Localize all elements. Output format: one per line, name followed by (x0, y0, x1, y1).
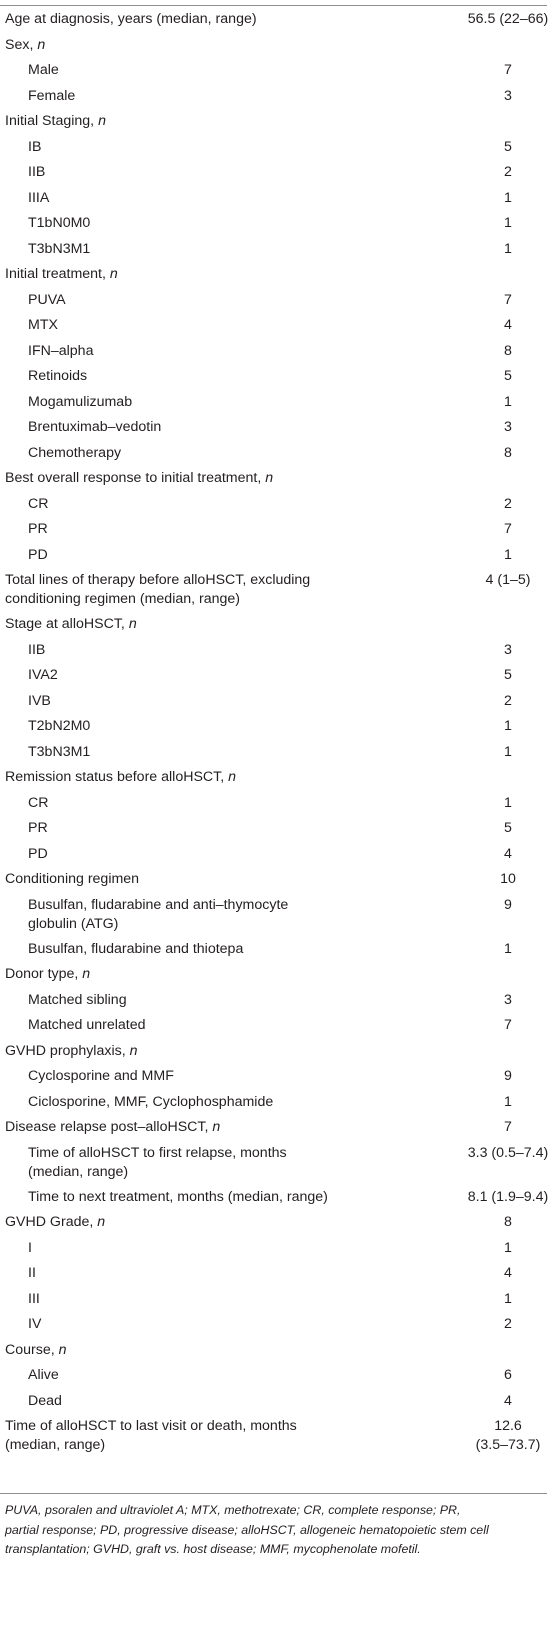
row-label (28, 666, 58, 685)
row-value-text: 1 (504, 794, 512, 811)
row-value (448, 794, 559, 813)
row-value-text: 5 (504, 667, 512, 683)
row-value-text: 8 (504, 342, 512, 359)
row-label-text: GVHD Grade, (5, 1214, 98, 1230)
row-value (448, 189, 559, 208)
row-label-n: n (129, 1042, 138, 1059)
row-value-text: 7 (504, 1017, 512, 1033)
row-label-text: Initial Staging, (5, 113, 99, 129)
row-value-text: 2 (504, 1316, 512, 1332)
row-label (28, 520, 48, 539)
row-value (448, 896, 559, 915)
row-value (448, 520, 559, 539)
row-value-text: 4 (504, 1265, 512, 1281)
row-label (28, 896, 288, 934)
row-label-text: IB (28, 138, 42, 155)
row-value-text: 7 (504, 521, 512, 537)
row-value-text: 9 (504, 1068, 512, 1084)
row-label (5, 1118, 220, 1137)
row-label-text: PD (28, 546, 48, 563)
row-label-text: Chemotherapy (28, 444, 122, 461)
row-value-text: 3.3 (0.5–7.4) (467, 1144, 549, 1161)
row-label (28, 393, 132, 412)
row-value-text: 8.1 (1.9–9.4) (467, 1188, 549, 1205)
row-value-text: 7 (504, 291, 512, 308)
row-label-text: T3bN3M1 (28, 743, 91, 760)
row-label-text: Age at diagnosis, years (median, range) (5, 11, 257, 27)
row-label (28, 1093, 273, 1112)
row-value-text: 1 (504, 215, 512, 231)
row-value-text: 1 (504, 393, 512, 410)
row-value-text: 12.6 (494, 1418, 522, 1434)
row-label (28, 819, 48, 838)
row-value (448, 1188, 559, 1207)
row-value (448, 991, 559, 1010)
row-label (28, 342, 93, 361)
row-label (28, 1290, 40, 1309)
row-value (448, 495, 559, 514)
row-value (448, 1213, 559, 1232)
row-label-text: Matched sibling (28, 991, 127, 1008)
row-label-text: Male (28, 62, 59, 78)
table-top-rule (0, 5, 547, 6)
footnote-line: partial response; PD, progressive disease; alloHSCT, allogeneic hematopoietic stem cell (5, 1522, 489, 1537)
row-label-text: T1bN0M0 (28, 215, 91, 231)
table-footnote (5, 1501, 550, 1560)
row-label (28, 61, 59, 80)
row-label-text: Dead (28, 1392, 62, 1409)
row-label-text: GVHD prophylaxis, (5, 1042, 130, 1059)
row-label (28, 1264, 36, 1283)
row-value (448, 845, 559, 864)
row-value (448, 1290, 559, 1309)
row-label-n: n (212, 1119, 221, 1135)
row-value (448, 138, 559, 157)
row-value-text: 2 (504, 164, 512, 180)
row-label-text: Busulfan, fludarabine and thiotepa (28, 940, 244, 957)
row-value (448, 316, 559, 335)
row-value-text: 4 (1–5) (485, 572, 531, 588)
row-label-text: I (28, 1239, 32, 1256)
row-value-text: 10 (500, 871, 516, 887)
row-value-text: 1 (504, 743, 512, 760)
row-label (28, 495, 49, 514)
row-value (448, 418, 559, 437)
row-label-n: n (128, 616, 137, 632)
row-label-text-continued: globulin (ATG) (28, 915, 119, 932)
row-value (448, 393, 559, 412)
footnote-line: transplantation; GVHD, graft vs. host disease; MMF, mycophenolate mofetil. (5, 1542, 421, 1556)
row-value (448, 870, 559, 889)
row-label-text: IVA2 (28, 667, 58, 683)
row-value (448, 1417, 559, 1455)
row-label-text: Busulfan, fludarabine and anti–thymocyte (28, 896, 289, 913)
row-value (448, 163, 559, 182)
row-label-text: Best overall response to initial treatment, (5, 470, 266, 486)
row-label-text: Donor type, (5, 966, 83, 982)
row-label-text: III (28, 1290, 40, 1307)
row-label (28, 845, 48, 864)
row-value-text: 7 (504, 1119, 512, 1135)
row-label-text: Sex, (5, 36, 38, 53)
row-value-text: 3 (504, 991, 512, 1008)
row-label (28, 940, 243, 959)
row-value-text: 7 (504, 62, 512, 78)
row-label-text: Retinoids (28, 368, 88, 384)
row-value (448, 819, 559, 838)
row-label-text: Alive (28, 1367, 59, 1383)
table-bottom-rule (0, 1493, 547, 1494)
row-value (448, 367, 559, 386)
row-value (448, 940, 559, 959)
row-value (448, 1264, 559, 1283)
row-label-text: Matched unrelated (28, 1017, 146, 1033)
row-value (448, 1016, 559, 1035)
row-label (28, 189, 49, 208)
row-label-text: CR (28, 794, 49, 811)
row-value (448, 1067, 559, 1086)
row-label (28, 794, 49, 813)
row-label-text: Cyclosporine and MMF (28, 1068, 174, 1084)
row-value (448, 1093, 559, 1112)
row-value (448, 444, 559, 463)
row-label-text: Disease relapse post–alloHSCT, (5, 1119, 213, 1135)
row-value (448, 743, 559, 762)
row-label (5, 36, 45, 55)
row-value (448, 342, 559, 361)
row-value (448, 1315, 559, 1334)
row-label-text: CR (28, 495, 49, 512)
row-value-text: 1 (504, 1290, 512, 1307)
row-label (28, 291, 66, 310)
row-value-text: 2 (504, 495, 512, 512)
row-value (448, 61, 559, 80)
row-value-text: 1 (504, 240, 512, 257)
row-label (28, 1315, 41, 1334)
row-label-text: IIB (28, 641, 46, 658)
row-value (448, 641, 559, 660)
row-label-text: PD (28, 845, 48, 862)
row-label (5, 10, 257, 29)
row-label-text: IV (28, 1316, 42, 1332)
row-value-text: 2 (504, 692, 512, 709)
row-value-text: 1 (504, 546, 512, 563)
row-label (28, 214, 90, 233)
row-label (28, 717, 90, 736)
row-label-n: n (98, 113, 106, 129)
row-label (28, 316, 58, 335)
row-value (448, 1366, 559, 1385)
row-label (5, 615, 137, 634)
row-label-n: n (37, 36, 46, 53)
row-value-text: 9 (504, 896, 512, 913)
row-label-text: Stage at alloHSCT, (5, 616, 129, 632)
row-label (5, 870, 139, 889)
row-label-text: Ciclosporine, MMF, Cyclophosphamide (28, 1093, 274, 1110)
row-value-text: 1 (504, 189, 512, 206)
row-label (28, 138, 41, 157)
row-value-text: 4 (504, 1392, 512, 1409)
row-value-text: 1 (504, 940, 512, 957)
row-value (448, 571, 559, 590)
row-label-text-continued: (median, range) (5, 1437, 106, 1453)
row-label-text: Initial treatment, (5, 266, 110, 282)
row-value-text: 4 (504, 317, 512, 333)
row-value-text: 4 (504, 845, 512, 862)
row-value (448, 1392, 559, 1411)
row-value (448, 291, 559, 310)
row-value (448, 692, 559, 711)
row-label (5, 1042, 137, 1061)
row-value-text: 3 (504, 641, 512, 658)
row-value-text: 1 (504, 1093, 512, 1110)
row-label-n: n (82, 966, 91, 982)
row-label (5, 571, 310, 609)
row-label-text: PR (28, 521, 48, 537)
row-label-text: Brentuximab–vedotin (28, 419, 162, 435)
row-value-text: 5 (504, 820, 512, 836)
row-label (5, 112, 106, 131)
row-label (28, 87, 75, 106)
row-label-text: Female (28, 87, 76, 104)
row-label-text: Total lines of therapy before alloHSCT, excluding (5, 572, 311, 588)
row-label-text: Course, (5, 1341, 59, 1358)
row-label-n: n (97, 1214, 106, 1230)
row-label (28, 1144, 287, 1182)
row-label-text: Time of alloHSCT to last visit or death, months (5, 1418, 297, 1434)
row-value (448, 1239, 559, 1258)
row-value (448, 1118, 559, 1137)
row-label-text: Conditioning regimen (5, 871, 140, 887)
row-label (5, 965, 90, 984)
row-label (5, 1213, 105, 1232)
row-label-text: MTX (28, 317, 58, 333)
row-label (28, 1067, 174, 1086)
row-value-text: 1 (504, 1239, 512, 1256)
row-label (28, 418, 161, 437)
row-value-text-continued: (3.5–73.7) (475, 1437, 541, 1453)
row-label-text: IIIA (28, 189, 50, 206)
row-value-text: 3 (504, 419, 512, 435)
row-label (5, 1341, 67, 1360)
row-label-text: Time of alloHSCT to first relapse, months (28, 1144, 287, 1161)
row-label-text: II (28, 1265, 36, 1281)
row-value (448, 1144, 559, 1163)
row-label-text: T3bN3M1 (28, 240, 91, 257)
row-label (28, 240, 90, 259)
row-label (28, 641, 45, 660)
row-value-text: 5 (504, 368, 512, 384)
row-label (28, 1016, 146, 1035)
row-label-text: PUVA (28, 291, 66, 308)
row-label-text: IFN–alpha (28, 342, 94, 359)
row-label-text: Time to next treatment, months (median, range) (28, 1188, 328, 1205)
row-label-n: n (265, 470, 274, 486)
row-label (28, 163, 45, 182)
row-label-text-continued: (median, range) (28, 1163, 129, 1180)
row-value (448, 240, 559, 259)
row-value-text: 6 (504, 1367, 512, 1383)
row-label-n: n (228, 769, 237, 785)
row-label (28, 1188, 328, 1207)
row-value (448, 546, 559, 565)
row-value (448, 717, 559, 736)
row-label-text: IVB (28, 692, 51, 709)
row-value-text: 1 (504, 718, 512, 734)
row-label (28, 367, 87, 386)
row-label (28, 444, 121, 463)
row-label (28, 991, 127, 1010)
row-label-text: PR (28, 820, 48, 836)
row-label (5, 1417, 297, 1455)
footnote-line: PUVA, psoralen and ultraviolet A; MTX, methotrexate; CR, complete response; PR, (5, 1503, 461, 1517)
row-value-text: 8 (504, 1214, 512, 1230)
row-value (448, 87, 559, 106)
row-label (5, 265, 118, 284)
row-label (5, 469, 273, 488)
row-label (28, 1239, 32, 1258)
row-label (28, 743, 90, 762)
row-value (448, 666, 559, 685)
row-label-text: Mogamulizumab (28, 393, 133, 410)
row-value (448, 10, 559, 29)
row-label-n: n (109, 266, 118, 282)
row-label-text: Remission status before alloHSCT, (5, 769, 229, 785)
row-value-text: 8 (504, 444, 512, 461)
row-label (5, 768, 236, 787)
row-value-text: 5 (504, 138, 512, 155)
row-label-n: n (58, 1341, 67, 1358)
row-label-text: IIB (28, 164, 46, 180)
row-label-text-continued: conditioning regimen (median, range) (5, 591, 241, 607)
row-label (28, 1392, 62, 1411)
row-value-text: 56.5 (22–66) (467, 11, 549, 27)
row-label-text: T2bN2M0 (28, 718, 91, 734)
row-label (28, 1366, 59, 1385)
row-label (28, 546, 48, 565)
row-value-text: 3 (504, 87, 512, 104)
row-label (28, 692, 51, 711)
row-value (448, 214, 559, 233)
